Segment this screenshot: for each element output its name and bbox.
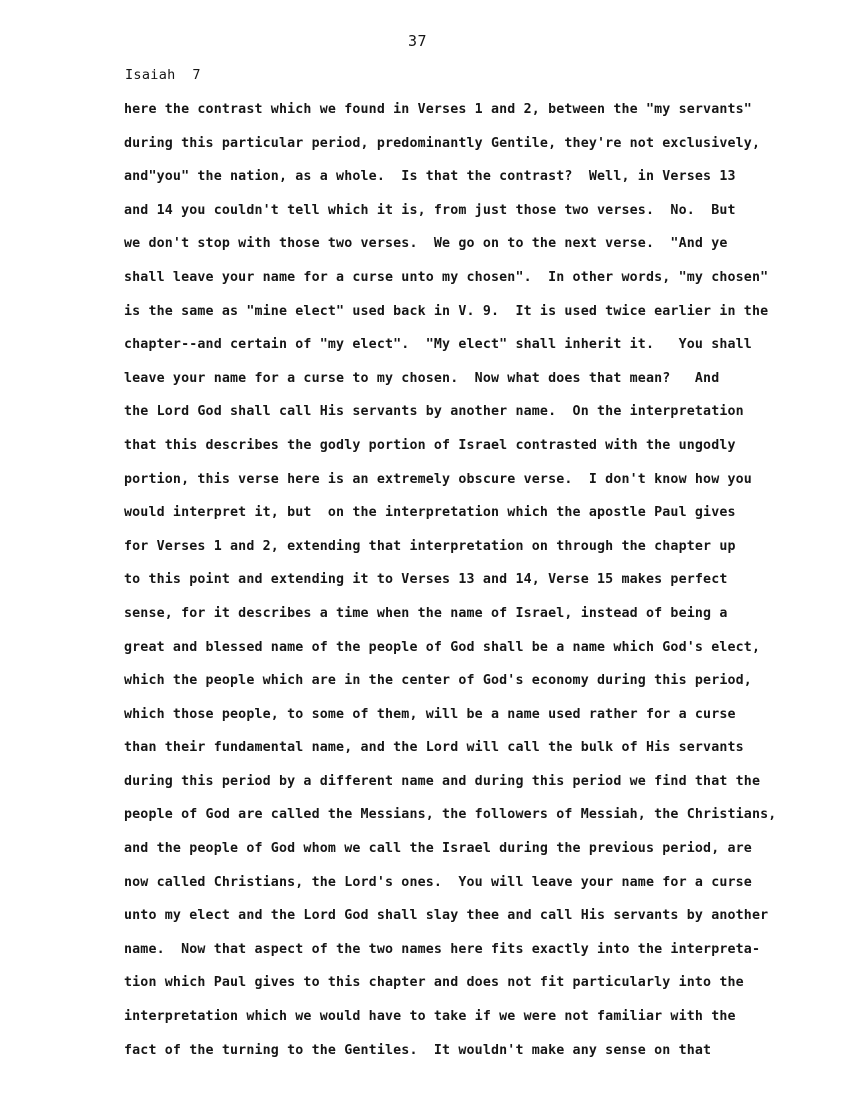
text-line: here the contrast which we found in Verses 1 and 2, between the "my servants": [124, 102, 752, 117]
text-line: the Lord God shall call His servants by another name. On the interpretation: [124, 404, 744, 420]
text-line: unto my elect and the Lord God shall slay thee and call His servants by another: [124, 908, 769, 924]
text-line: which those people, to some of them, will be a name used rather for a curse: [124, 706, 736, 722]
text-line: great and blessed name of the people of God shall be a name which God's elect,: [124, 639, 761, 655]
text-line: portion, this verse here is an extremely obscure verse. I don't know how you: [124, 471, 752, 487]
text-line: we don't stop with those two verses. We go on to the next verse. "And ye: [124, 236, 728, 252]
text-line: during this particular period, predominantly Gentile, they're not exclusively,: [124, 135, 761, 151]
text-line: during this period by a different name and during this period we find that the: [124, 773, 761, 789]
text-line: would interpret it, but on the interpretation which the apostle Paul gives: [124, 505, 736, 521]
text-line: and 14 you couldn't tell which it is, from just those two verses. No. But: [124, 202, 736, 218]
text-line: to this point and extending it to Verses 13 and 14, Verse 15 makes perfect: [124, 572, 728, 588]
text-line: is the same as "mine elect" used back in V. 9. It is used twice earlier in the: [124, 303, 769, 319]
text-line: and"you" the nation, as a whole. Is that the contrast? Well, in Verses 13: [124, 169, 736, 185]
text-line: interpretation which we would have to take if we were not familiar with the: [124, 1009, 736, 1025]
text-line: tion which Paul gives to this chapter and does not fit particularly into the: [124, 975, 744, 991]
text-line: name. Now that aspect of the two names here fits exactly into the interpreta-: [124, 941, 761, 957]
page-number: 37: [408, 32, 428, 50]
text-line: leave your name for a curse to my chosen. Now what does that mean? And: [124, 370, 720, 386]
text-line: for Verses 1 and 2, extending that interpretation on through the chapter up: [124, 538, 736, 554]
text-line: chapter--and certain of "my elect". "My elect" shall inherit it. You shall: [124, 337, 752, 353]
text-line: than their fundamental name, and the Lord will call the bulk of His servants: [124, 740, 744, 756]
text-line: shall leave your name for a curse unto my chosen". In other words, "my chosen": [124, 269, 769, 285]
text-line: now called Christians, the Lord's ones. You will leave your name for a curse: [124, 874, 752, 890]
text-line: people of God are called the Messians, the followers of Messiah, the Christians,: [124, 807, 777, 823]
chapter-heading: Isaiah 7: [125, 67, 201, 83]
text-line: which the people which are in the center of God's economy during this period,: [124, 673, 752, 689]
text-line: sense, for it describes a time when the name of Israel, instead of being a: [124, 605, 728, 621]
text-line: fact of the turning to the Gentiles. It wouldn't make any sense on that: [124, 1042, 712, 1058]
body-text: [124, 100, 824, 1074]
text-line: and the people of God whom we call the Israel during the previous period, are: [124, 841, 752, 857]
text-line: that this describes the godly portion of Israel contrasted with the ungodly: [124, 437, 736, 453]
